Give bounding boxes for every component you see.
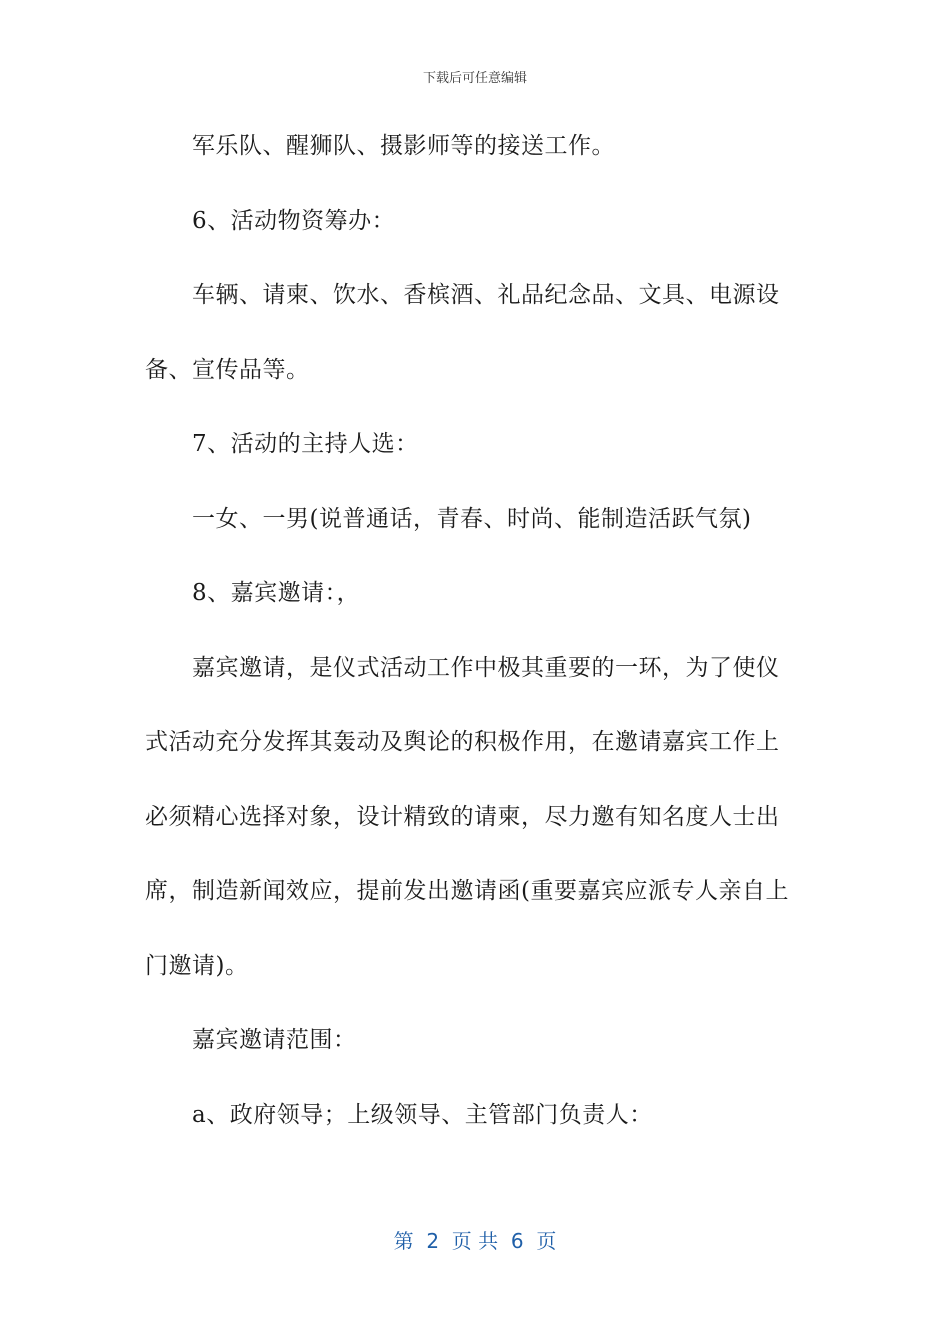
section-heading-7: 7、活动的主持人选： bbox=[192, 431, 419, 457]
paragraph-line: 必须精心选择对象，设计精致的请柬，尽力邀有知名度人士出 bbox=[145, 803, 780, 830]
paragraph-line: 车辆、请柬、饮水、香槟酒、礼品纪念品、文具、电源设 bbox=[192, 282, 780, 308]
paragraph-line: 式活动充分发挥其轰动及舆论的积极作用，在邀请嘉宾工作上 bbox=[145, 729, 780, 755]
paragraph-line: 嘉宾邀请，是仪式活动工作中极其重要的一环，为了使仪 bbox=[192, 654, 780, 681]
subsection-heading: 嘉宾邀请范围： bbox=[192, 1027, 357, 1053]
section-heading-8: 8、嘉宾邀请：， bbox=[192, 580, 361, 606]
list-item: a、政府领导；上级领导、主管部门负责人： bbox=[192, 1101, 653, 1128]
paragraph-line: 备、宣传品等。 bbox=[145, 356, 310, 383]
paragraph-line: 军乐队、醒狮队、摄影师等的接送工作。 bbox=[192, 133, 615, 159]
paragraph-line: 一女、一男(说普通话，青春、时尚、能制造活跃气氛) bbox=[192, 505, 752, 532]
page-number-footer: 第 2 页 共 6 页 bbox=[393, 1229, 557, 1253]
page-header-note: 下载后可任意编辑 bbox=[422, 71, 527, 86]
paragraph-line: 席，制造新闻效应，提前发出邀请函(重要嘉宾应派专人亲自上 bbox=[145, 878, 789, 904]
document-body bbox=[145, 128, 805, 1171]
paragraph-line: 门邀请)。 bbox=[145, 952, 249, 979]
section-heading-6: 6、活动物资筹办： bbox=[192, 207, 396, 234]
